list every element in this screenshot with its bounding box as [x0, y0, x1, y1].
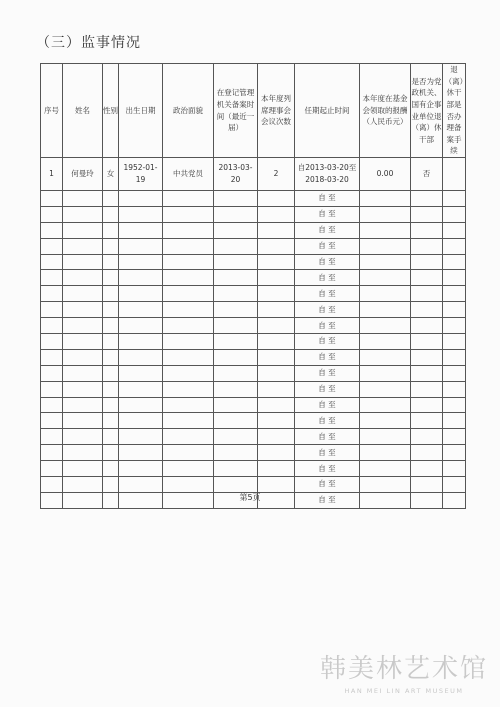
- cell-empty: [214, 461, 258, 477]
- cell-empty: [360, 206, 411, 222]
- cell-term: 自 至: [295, 477, 360, 493]
- cell-empty: [163, 206, 214, 222]
- cell-empty: [163, 334, 214, 350]
- table-row: [41, 191, 466, 207]
- cell-meetings: 2: [258, 158, 295, 191]
- term-end: 2018-03-20: [305, 175, 349, 184]
- cell-empty: [103, 349, 119, 365]
- cell-empty: [163, 318, 214, 334]
- cell-empty: [103, 286, 119, 302]
- cell-empty: [258, 206, 295, 222]
- cell-empty: [214, 429, 258, 445]
- cell-empty: [119, 477, 163, 493]
- cell-empty: [411, 429, 443, 445]
- cell-empty: [443, 349, 466, 365]
- cell-gender: 女: [103, 158, 119, 191]
- cell-empty: [411, 286, 443, 302]
- cell-empty: [163, 429, 214, 445]
- table-row: [41, 286, 466, 302]
- cell-seq: 1: [41, 158, 63, 191]
- cell-empty: [214, 286, 258, 302]
- cell-term: 自 至: [295, 318, 360, 334]
- cell-empty: [41, 334, 63, 350]
- cell-empty: [411, 334, 443, 350]
- cell-empty: [41, 461, 63, 477]
- cell-empty: [443, 365, 466, 381]
- cell-empty: [443, 461, 466, 477]
- cell-empty: [103, 238, 119, 254]
- watermark-logo: [320, 648, 488, 695]
- cell-empty: [258, 365, 295, 381]
- cell-empty: [411, 365, 443, 381]
- cell-empty: [119, 254, 163, 270]
- cell-empty: [443, 222, 466, 238]
- cell-empty: [360, 318, 411, 334]
- cell-empty: [214, 445, 258, 461]
- table-row: [41, 254, 466, 270]
- cell-empty: [163, 365, 214, 381]
- cell-empty: [411, 318, 443, 334]
- header-pay: 本年度在基金会领取的报酬（人民币元）: [360, 64, 411, 158]
- cell-empty: [360, 429, 411, 445]
- cell-empty: [119, 461, 163, 477]
- cell-empty: [41, 238, 63, 254]
- cell-empty: [41, 381, 63, 397]
- cell-empty: [360, 270, 411, 286]
- cell-empty: [411, 254, 443, 270]
- table-row: [41, 413, 466, 429]
- cell-empty: [443, 429, 466, 445]
- cell-empty: [163, 254, 214, 270]
- cell-empty: [360, 334, 411, 350]
- cell-empty: [360, 191, 411, 207]
- cell-empty: [443, 206, 466, 222]
- supervisor-table: [40, 63, 466, 509]
- cell-empty: [119, 397, 163, 413]
- cell-empty: [119, 270, 163, 286]
- cell-term: 自 至: [295, 397, 360, 413]
- cell-empty: [258, 270, 295, 286]
- cell-empty: [411, 206, 443, 222]
- cell-empty: [258, 238, 295, 254]
- cell-empty: [214, 270, 258, 286]
- cell-empty: [214, 365, 258, 381]
- cell-empty: [214, 397, 258, 413]
- cell-empty: [360, 413, 411, 429]
- cell-empty: [103, 381, 119, 397]
- cell-empty: [360, 381, 411, 397]
- cell-empty: [41, 191, 63, 207]
- cell-empty: [63, 254, 103, 270]
- section-title: （三）监事情况: [36, 35, 141, 51]
- cell-empty: [411, 477, 443, 493]
- cell-empty: [360, 477, 411, 493]
- cell-term: 自 至: [295, 222, 360, 238]
- cell-empty: [41, 477, 63, 493]
- cell-empty: [163, 461, 214, 477]
- cell-empty: [163, 413, 214, 429]
- cell-empty: [103, 461, 119, 477]
- cell-empty: [214, 381, 258, 397]
- cell-empty: [63, 206, 103, 222]
- cell-empty: [360, 365, 411, 381]
- cell-empty: [41, 302, 63, 318]
- cell-empty: [258, 461, 295, 477]
- cell-empty: [119, 191, 163, 207]
- cell-empty: [411, 349, 443, 365]
- cell-empty: [119, 349, 163, 365]
- cell-empty: [103, 191, 119, 207]
- header-birth: 出生日期: [119, 64, 163, 158]
- header-row: [41, 64, 466, 158]
- header-seq: 序号: [41, 64, 63, 158]
- cell-empty: [258, 254, 295, 270]
- cell-empty: [41, 286, 63, 302]
- cell-empty: [258, 191, 295, 207]
- cell-empty: [443, 334, 466, 350]
- cell-term: 自 至: [295, 191, 360, 207]
- cell-empty: [411, 397, 443, 413]
- cell-empty: [163, 445, 214, 461]
- cell-empty: [63, 381, 103, 397]
- cell-filing: 2013-03-20: [214, 158, 258, 191]
- cell-empty: [41, 318, 63, 334]
- cell-empty: [103, 429, 119, 445]
- cell-empty: [103, 270, 119, 286]
- cell-empty: [63, 222, 103, 238]
- cell-empty: [163, 349, 214, 365]
- table-row: [41, 222, 466, 238]
- cell-empty: [411, 381, 443, 397]
- cell-pay: 0.00: [360, 158, 411, 191]
- cell-empty: [360, 397, 411, 413]
- cell-empty: [258, 349, 295, 365]
- cell-empty: [63, 302, 103, 318]
- cell-empty: [411, 461, 443, 477]
- table-row: [41, 238, 466, 254]
- cell-term: 自 至: [295, 461, 360, 477]
- cell-term: [295, 158, 360, 191]
- cell-empty: [443, 318, 466, 334]
- cell-term: 自 至: [295, 238, 360, 254]
- cell-empty: [63, 477, 103, 493]
- cell-empty: [360, 302, 411, 318]
- cell-empty: [258, 334, 295, 350]
- cell-empty: [63, 286, 103, 302]
- cell-empty: [163, 397, 214, 413]
- cell-empty: [443, 191, 466, 207]
- watermark-en: HAN MEI LIN ART MUSEUM: [344, 687, 464, 695]
- cell-term: 自 至: [295, 286, 360, 302]
- cell-term: 自 至: [295, 381, 360, 397]
- cell-empty: [258, 429, 295, 445]
- cell-term: 自 至: [295, 429, 360, 445]
- cell-empty: [63, 318, 103, 334]
- cell-empty: [360, 222, 411, 238]
- cell-empty: [443, 477, 466, 493]
- cell-empty: [103, 206, 119, 222]
- cell-empty: [360, 445, 411, 461]
- cell-empty: [41, 222, 63, 238]
- cell-empty: [214, 302, 258, 318]
- cell-empty: [258, 222, 295, 238]
- cell-empty: [214, 191, 258, 207]
- cell-empty: [63, 270, 103, 286]
- cell-empty: [63, 349, 103, 365]
- cell-empty: [360, 238, 411, 254]
- cell-empty: [258, 413, 295, 429]
- cell-term: 自 至: [295, 365, 360, 381]
- cell-empty: [163, 381, 214, 397]
- cell-empty: [443, 254, 466, 270]
- cell-empty: [360, 286, 411, 302]
- term-start: 自2013-03-20至: [297, 163, 357, 173]
- cell-empty: [103, 365, 119, 381]
- cell-term: 自 至: [295, 334, 360, 350]
- table-row: [41, 461, 466, 477]
- cell-empty: [258, 445, 295, 461]
- page-number: 第5页: [239, 493, 261, 502]
- cell-term: 自 至: [295, 254, 360, 270]
- cell-empty: [41, 365, 63, 381]
- cell-empty: [258, 477, 295, 493]
- cell-empty: [163, 238, 214, 254]
- cell-empty: [443, 238, 466, 254]
- header-party-official: 是否为党政机关、国有企事业单位退（离）休干部: [411, 64, 443, 158]
- cell-empty: [63, 445, 103, 461]
- cell-empty: [63, 191, 103, 207]
- cell-party-official: 否: [411, 158, 443, 191]
- cell-empty: [411, 191, 443, 207]
- cell-empty: [258, 381, 295, 397]
- cell-empty: [103, 334, 119, 350]
- table-row: [41, 381, 466, 397]
- cell-term: 自 至: [295, 349, 360, 365]
- cell-empty: [214, 318, 258, 334]
- cell-empty: [163, 270, 214, 286]
- table-row: [41, 318, 466, 334]
- cell-empty: [443, 302, 466, 318]
- cell-empty: [119, 286, 163, 302]
- cell-empty: [63, 365, 103, 381]
- cell-empty: [119, 445, 163, 461]
- header-name: 姓名: [63, 64, 103, 158]
- cell-empty: [258, 318, 295, 334]
- cell-empty: [214, 206, 258, 222]
- cell-empty: [360, 349, 411, 365]
- cell-empty: [41, 254, 63, 270]
- cell-empty: [214, 349, 258, 365]
- cell-empty: [41, 413, 63, 429]
- cell-empty: [214, 238, 258, 254]
- cell-empty: [163, 302, 214, 318]
- header-meetings: 本年度列席理事会会议次数: [258, 64, 295, 158]
- table-row: [41, 445, 466, 461]
- cell-term: 自 至: [295, 270, 360, 286]
- cell-name: 何曼玲: [63, 158, 103, 191]
- table-row: [41, 206, 466, 222]
- table-row: [41, 477, 466, 493]
- cell-empty: [119, 302, 163, 318]
- cell-empty: [103, 445, 119, 461]
- cell-empty: [119, 381, 163, 397]
- cell-empty: [258, 397, 295, 413]
- cell-empty: [41, 270, 63, 286]
- table-row: [41, 365, 466, 381]
- cell-empty: [163, 286, 214, 302]
- cell-term: 自 至: [295, 413, 360, 429]
- header-retired-filing: 退（离）休干部是否办理备案手续: [443, 64, 466, 158]
- header-term: 任期起止时间: [295, 64, 360, 158]
- cell-empty: [41, 397, 63, 413]
- cell-retired-filing: [443, 158, 466, 191]
- cell-empty: [63, 334, 103, 350]
- cell-empty: [214, 413, 258, 429]
- cell-empty: [163, 222, 214, 238]
- cell-empty: [258, 302, 295, 318]
- header-gender: 性别: [103, 64, 119, 158]
- cell-birth: 1952-01-19: [119, 158, 163, 191]
- cell-empty: [103, 254, 119, 270]
- cell-term: 自 至: [295, 492, 360, 508]
- cell-empty: [163, 191, 214, 207]
- cell-political: 中共党员: [163, 158, 214, 191]
- table-row: [41, 302, 466, 318]
- cell-empty: [119, 318, 163, 334]
- cell-empty: [214, 222, 258, 238]
- cell-empty: [214, 477, 258, 493]
- cell-empty: [103, 413, 119, 429]
- cell-empty: [119, 334, 163, 350]
- table-row: [41, 158, 466, 191]
- cell-empty: [63, 238, 103, 254]
- table-row: [41, 429, 466, 445]
- cell-term: 自 至: [295, 206, 360, 222]
- cell-empty: [41, 206, 63, 222]
- cell-empty: [411, 238, 443, 254]
- cell-empty: [258, 286, 295, 302]
- cell-empty: [443, 381, 466, 397]
- cell-empty: [443, 270, 466, 286]
- cell-empty: [411, 413, 443, 429]
- cell-empty: [119, 365, 163, 381]
- cell-empty: [360, 254, 411, 270]
- cell-empty: [63, 397, 103, 413]
- cell-empty: [41, 445, 63, 461]
- cell-empty: [411, 270, 443, 286]
- cell-term: 自 至: [295, 302, 360, 318]
- cell-empty: [103, 222, 119, 238]
- cell-empty: [119, 413, 163, 429]
- cell-empty: [214, 254, 258, 270]
- cell-empty: [443, 413, 466, 429]
- cell-empty: [103, 318, 119, 334]
- cell-empty: [41, 429, 63, 445]
- cell-empty: [411, 302, 443, 318]
- cell-empty: [41, 349, 63, 365]
- table-row: [41, 397, 466, 413]
- cell-empty: [214, 334, 258, 350]
- cell-empty: [103, 302, 119, 318]
- cell-empty: [63, 461, 103, 477]
- cell-empty: [119, 206, 163, 222]
- header-filing: 在登记管理机关备案时间（最近一届）: [214, 64, 258, 158]
- cell-empty: [103, 397, 119, 413]
- table-row: [41, 334, 466, 350]
- cell-empty: [103, 477, 119, 493]
- cell-empty: [119, 429, 163, 445]
- header-political: 政治面貌: [163, 64, 214, 158]
- cell-empty: [443, 397, 466, 413]
- watermark-cn: 韩美林艺术馆: [319, 654, 488, 684]
- cell-empty: [411, 445, 443, 461]
- cell-empty: [63, 413, 103, 429]
- cell-empty: [119, 238, 163, 254]
- table-row: [41, 349, 466, 365]
- cell-empty: [443, 286, 466, 302]
- cell-empty: [163, 477, 214, 493]
- cell-empty: [360, 461, 411, 477]
- cell-empty: [63, 429, 103, 445]
- cell-term: 自 至: [295, 445, 360, 461]
- cell-empty: [119, 222, 163, 238]
- cell-empty: [443, 445, 466, 461]
- cell-empty: [411, 222, 443, 238]
- table-row: [41, 270, 466, 286]
